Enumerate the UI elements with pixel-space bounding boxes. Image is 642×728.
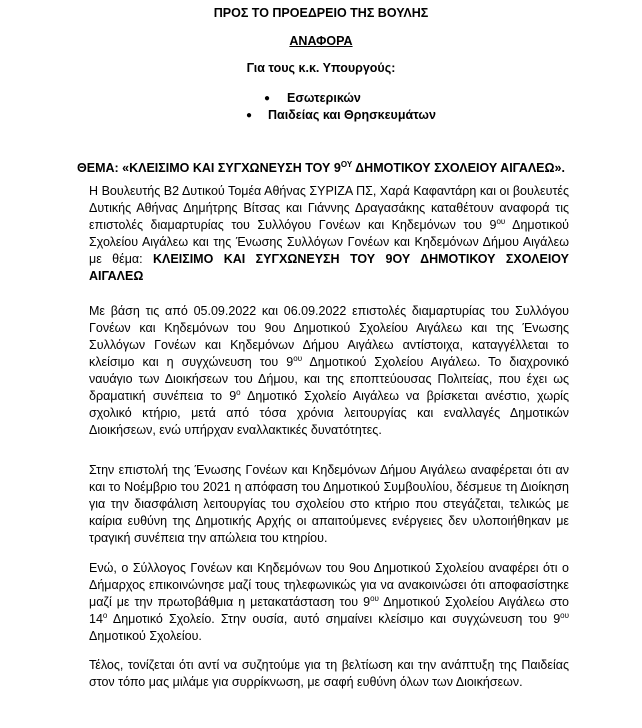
list-item: [0, 107, 642, 124]
ministry-label: Παιδείας και Θρησκευμάτων: [268, 108, 436, 122]
paragraph-intro: Η Βουλευτής Β2 Δυτικού Τομέα Αθήνας ΣΥΡΙΖΑ ΠΣ, Χαρά Καφαντάρη και οι βουλευτές Δυτικής Αθήνας Δημήτρης Βίτσας και Γιάννης Δραγασάκης καταθέτουν αναφορά τις επιστολές διαμαρτυρίας του Συλλόγου Γονέων και Κηδεμόνων του $9^{o\upsilon}$ Δημοτικού Σχολείου Αιγάλεω και της Ένωσης Συλλόγων Γονέων και Κηδεμόνων Δήμου Αιγάλεω με θέμα: ΚΛΕΙΣΙΜΟ ΚΑΙ ΣΥΓΧΩΝΕΥΣΗ ΤΟΥ 9ΟΥ ΔΗΜΟΤΙΚΟΥ ΣΧΟΛΕΙΟΥ ΑΙΓΑΛΕΩ: [89, 184, 570, 283]
ministers-heading: Για τους κ.κ. Υπουργούς:: [246, 61, 396, 75]
paragraph-association-letter: Ενώ, ο Σύλλογος Γονέων και Κηδεμόνων του 9ου Δημοτικού Σχολείου αναφέρει ότι ο Δήμαρχος επικοινώνησε μαζί τους τηλεφωνικώς για να ανακοινώσει ότι αποφασίστηκε μαζί με την πρωτοβάθμια η μετακατάσταση του $9^{o\upsilon}$ Δημοτικού Σχολείου Αιγάλεω στο $14^o$ Δημοτικό Σχολείο. Στην ουσία, αυτό σημαίνει κλείσιμο και συγχώνευση του $9^{o\upsilon}$ Δημοτικού Σχολείου.: [89, 561, 569, 643]
ministries-list: [0, 90, 642, 124]
addressee-heading: ΠΡΟΣ ΤΟ ΠΡΟΕΔΡΕΙΟ ΤΗΣ ΒΟΥΛΗΣ: [213, 6, 429, 20]
paragraph-union-letter: Στην επιστολή της Ένωσης Γονέων και Κηδεμόνων Δήμου Αιγάλεω αναφέρεται ότι αν και το Νοέμβριο του 2021 η απόφαση του Δημοτικού Συμβουλίου, δέσμευε τη Διοίκηση για την διασφάλιση λειτουργίας του σχολείου στο κτήριο που στεγάζεται, τελικώς με καίρια ευθύνη της Δημοτικής Αρχής οι απαιτούμενες ενέργειες δεν υλοποιήθηκαν με τραγική συνέπεια την απώλεια του κτηρίου.: [89, 463, 569, 545]
subject-line: ΘΕΜΑ: «ΚΛΕΙΣΙΜΟ ΚΑΙ ΣΥΓΧΩΝΕΥΣΗ ΤΟΥ $9^{O\Upsilon}$ ΔΗΜΟΤΙΚΟΥ ΣΧΟΛΕΙΟΥ ΑΙΓΑΛΕΩ».: [77, 160, 565, 176]
paragraph-complaint: Με βάση τις από 05.09.2022 και 06.09.2022 επιστολές διαμαρτυρίας του Συλλόγου Γονέων και Κηδεμόνων του 9ου Δημοτικού Σχολείου Αιγάλεω και της Ένωσης Συλλόγων Γονέων και Κηδεμόνων Δήμου Αιγάλεω αντίστοιχα, καταγγέλλεται το κλείσιμο και η συγχώνευση του $9^{o\upsilon}$ Δημοτικού Σχολείου Αιγάλεω. Το διαχρονικό ναυάγιο των Διοικήσεων του Δήμου, και της εποπτεύουσας Πολιτείας, που έχει ως δραματική συνέπεια το $9^o$ Δημοτικό Σχολείο Αιγάλεω να βρίσκεται ανέστιο, χωρίς σχολικό κτήριο, μετά από τόσα χρόνια λειτουργίας και εναλλαγές Δημοτικών Διοικήσεων, ενώ υπήρχαν εναλλακτικές δυνατότητες.: [89, 304, 570, 437]
list-item: [0, 90, 642, 107]
subject-reference: ΚΛΕΙΣΙΜΟ ΚΑΙ ΣΥΓΧΩΝΕΥΣΗ ΤΟΥ 9ΟΥ ΔΗΜΟΤΙΚΟΥ ΣΧΟΛΕΙΟΥ ΑΙΓΑΛΕΩ: [89, 252, 570, 283]
paragraph-conclusion: Τέλος, τονίζεται ότι αντί να συζητούμε για τη βελτίωση και την ανάπτυξη της Παιδείας στον τόπο μας μιλάμε για συρρίκνωση, με σαφή ευθύνη όλων των Διοικήσεων.: [89, 658, 569, 689]
bullet-icon: ●: [264, 93, 271, 104]
bullet-icon: ●: [246, 110, 253, 121]
ministry-label: Εσωτερικών: [287, 91, 361, 105]
document-type-heading: ΑΝΑΦΟΡΑ: [289, 34, 353, 48]
